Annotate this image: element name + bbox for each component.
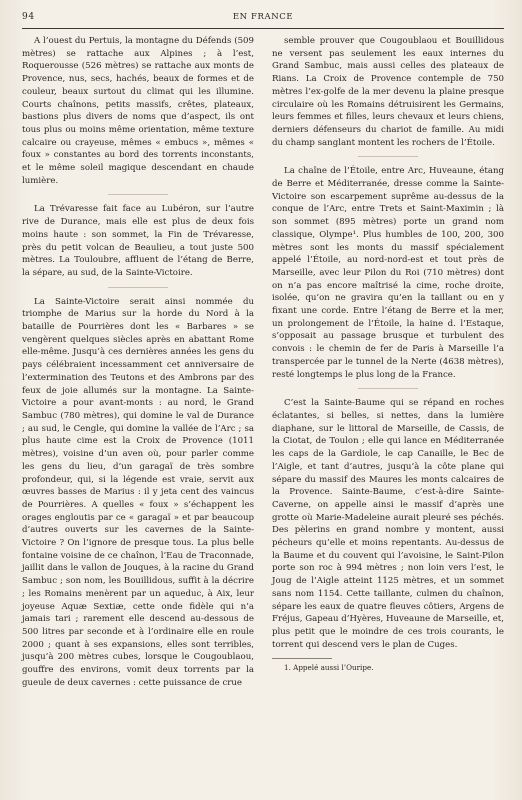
paragraph: La Sainte-Victoire serait ainsi nommée du triomphe de Marius sur la horde du Nord à la bataille de Pourrières dont les « Barbares » se vengèrent quelques siècles après en abattant Rome elle-même. Jusqu’à ces dernières années les gens du pays célébraient incessamment cet anniversaire de l’extermination des Teutons et des Ambrons par des feux de joie allumés sur la montagne. La Sainte-Victoire a pour avant-monts : au nord, le Grand Sambuc (780 mètres), qui domine le val de Durance ; au sud, le Cengle, qui domine la vallée de l’Arc ; sa plus haute cime est la Croix de Provence (1011 mètres), voisine d’un aven où, pour parler comme les gens du lieu, d’un garagaï de très sombre profondeur, qui, si la légende est vraie, servit aux œuvres basses de Marius : il y jeta cent des vaincus de Pourrières. A quelles « foux » s’échappent les orages engloutis par ce « garagaï » et par beaucoup d’autres ouverts sur les cavernes de la Sainte-Victoire ? On l’ignore de presque tous. La plus belle fontaine voisine de ce chaînon, l’Eau de Traconnade, jaillit dans le vallon de Jouques, à la racine du Grand Sambuc ; son nom, les Bouillidous, suffit à la décrire ; les Romains menèrent par un aqueduc, à Aix, leur joyeuse Aquæ Sextiæ, cette onde fidèle qui n’a jamais tari ; rarement elle descend au-dessous de 500 litres par seconde et à l’ordinaire elle en roule 2000 ; quant à ses expansions, elles sont terribles, jusqu’à 200 mètres cubes, lorsque le Cougoublaou, gouffre des environs, vomit deux torrents par la gueule de deux cavernes : cette puissance de crue xyxy=(22,296,254,688)
text-columns xyxy=(22,35,504,696)
footnote-rule xyxy=(272,658,332,659)
left-column xyxy=(22,35,254,696)
paragraph: semble prouver que Cougoublaou et Bouillidous ne versent pas seulement les eaux internes du Grand Sambuc, mais aussi celles des plateaux de Rians. La Croix de Provence contemple de 750 mètres l’ex-golfe de la mer devenu la plaine presque circulaire où les Romains détruisirent les Germains, leurs femmes et filles, leurs chevaux et leurs chiens, derniers défenseurs du chariot de famille. Au midi du champ sanglant montent les rochers de l’Étoile. xyxy=(272,36,504,148)
paragraph: A l’ouest du Pertuis, la montagne du Défends (509 mètres) se rattache aux Alpines ; à l’est, Roquerousse (526 mètres) se rattache aux monts de Provence, nus, secs, hachés, beaux de formes et de couleur, beaux surtout du climat qui les illumine. Courts chaînons, petits massifs, crêtes, plateaux, bastions plus divers de noms que d’aspect, ils ont tous plus ou moins même orientation, même texture calcaire ou crayeuse, mêmes « embucs », mêmes « foux » constantes au bord des torrents inconstants, et le même soleil magique descendant en chaude lumière. xyxy=(22,36,254,186)
right-column xyxy=(272,35,504,696)
paragraph-divider xyxy=(358,156,418,157)
paragraph-divider xyxy=(108,194,168,195)
header-rule xyxy=(22,28,504,29)
paragraph: La Trévaresse fait face au Lubéron, sur l’autre rive de Durance, mais elle est plus de deux fois moins haute : son sommet, la Fin de Trévaresse, près du petit volcan de Beaulieu, a tout juste 500 mètres. La Touloubre, affluent de l’étang de Berre, la sépare, au sud, de la Sainte-Victoire. xyxy=(22,204,254,278)
paragraph-divider xyxy=(358,388,418,389)
paragraph-divider xyxy=(108,287,168,288)
running-head xyxy=(22,10,504,26)
paragraph: C’est la Sainte-Baume qui se répand en roches éclatantes, si belles, si nettes, dans la lumière diaphane, sur le littoral de Marseille, de Cassis, de la Ciotat, de Toulon ; elle qui lance en Méditerranée les caps de la Gardiole, le cap Canaille, le Bec de l’Aigle, et tant d’autres, jusqu’à la côte plane qui sépare du massif des Maures les monts calcaires de la Provence. Sainte-Baume, c’est-à-dire Sainte-Caverne, on appelle ainsi le massif d’après une grotte où Marie-Madeleine aurait pleuré ses péchés. Des pèlerins en grand nombre y montent, aussi pécheurs qu’elle et moins repentants. Au-dessus de la Baume et du couvent qui l’avoisine, le Saint-Pilon porte son roc à 994 mètres ; non loin vers l’est, le Joug de l’Aigle atteint 1125 mètres, et un sommet sans nom 1154. Cette taillante, culmen du chaînon, sépare les eaux de quatre fleuves côtiers, Argens de Fréjus, Gapeau d’Hyères, Huveaune de Marseille, et, plus petit que le moindre de ces trois courants, le torrent qui descend vers le plan de Cuges. xyxy=(272,398,504,650)
page-number: 94 xyxy=(22,12,35,22)
paragraph: La chaîne de l’Étoile, entre Arc, Huveaune, étang de Berre et Méditerranée, dresse comme la Sainte-Victoire son escarpement suprême au-dessus de la conque de l’Arc, entre Trets et Saint-Maximin ; là son sommet (895 mètres) porte un grand nom classique, Olympe¹. Plus humbles de 100, 200, 300 mètres sont les monts du massif spécialement appelé l’Étoile, au nord-nord-est et tout près de Marseille, avec leur Pilon du Roi (710 mètres) dont on n’a pas encore maîtrisé la cime, roche droite, isolée, qu’on ne gravira qu’en la taillant ou en y fixant une corde. Entre l’étang de Berre et la mer, un prolongement de l’Étoile, la haine d. l’Estaque, s’opposait au passage brusque et turbulent des convois : le chemin de fer de Paris à Marseille l’a transpercée par le tunnel de la Nerte (4638 mètres), resté longtemps le plus long de la France. xyxy=(272,166,504,380)
footnote: 1. Appelé aussi l’Ouripe. xyxy=(284,663,374,673)
running-title: EN FRANCE xyxy=(232,12,294,22)
